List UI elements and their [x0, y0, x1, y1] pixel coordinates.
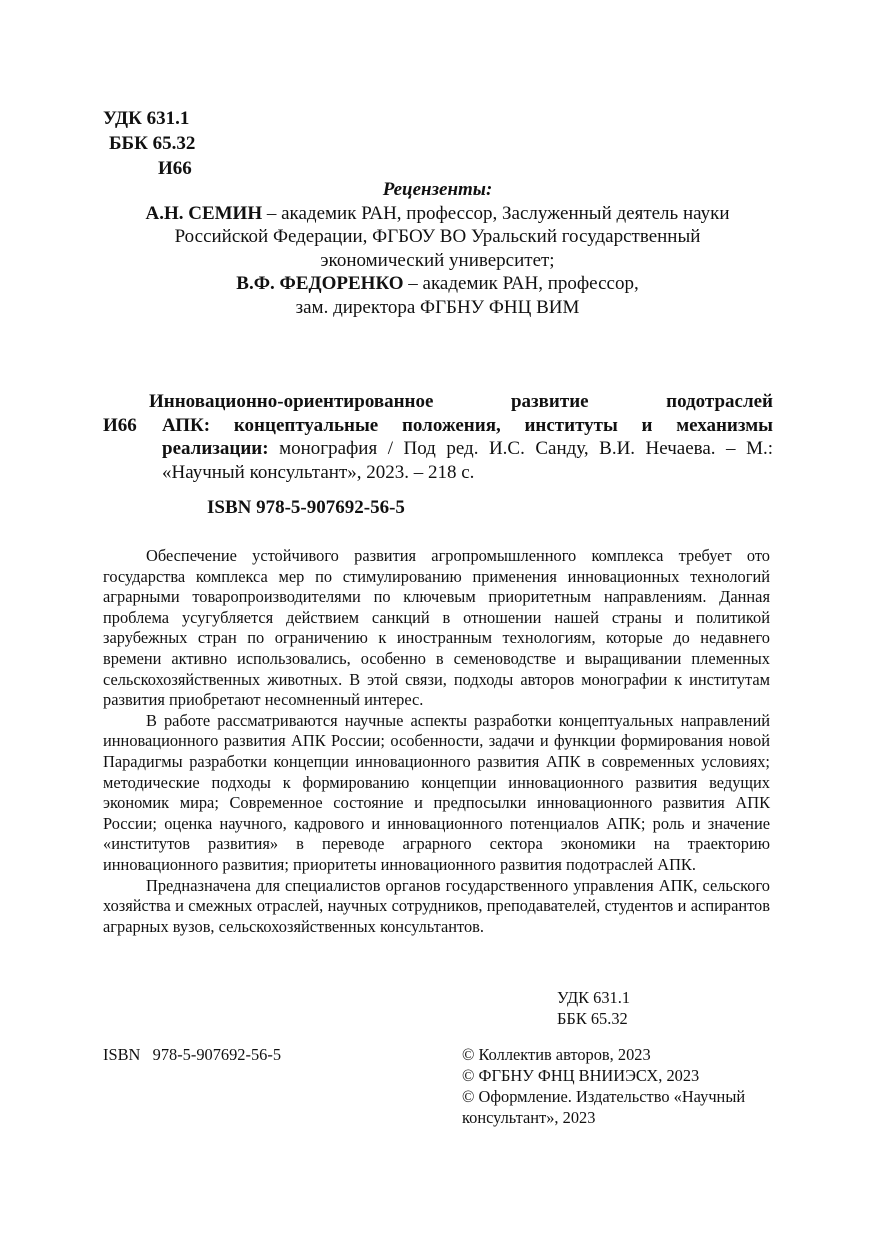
reviewer-1-affiliation-cont: экономический университет; — [320, 249, 555, 271]
footer-bbk: ББК 65.32 — [557, 1009, 628, 1028]
copyright-institute: © ФГБНУ ФНЦ ВНИИЭСХ, 2023 — [462, 1066, 700, 1085]
footer-isbn: ISBN 978-5-907692-56-5 — [103, 1045, 282, 1064]
reviewers-heading: Рецензенты: — [382, 179, 493, 200]
book-isbn: ISBN 978-5-907692-56-5 — [207, 497, 405, 518]
reviewers-block — [100, 178, 775, 319]
reviewer-1-title: – академик РАН, профессор, Заслуженный деятель науки — [262, 202, 730, 224]
udk-code: УДК 631.1 — [103, 108, 190, 129]
reviewer-1 — [100, 202, 775, 226]
book-imprint: монография / Под ред. И.С. Санду, В.И. Нечаева. – М.: «Научный консультант», 2023. – 218 с. — [162, 438, 773, 483]
reviewer-1-name: А.Н. СЕМИН — [145, 202, 263, 224]
bibliographic-index: И66 — [103, 414, 137, 436]
annotation — [103, 546, 770, 937]
copyright-block — [462, 1044, 774, 1128]
reviewer-2 — [100, 272, 775, 296]
bbk-code: ББК 65.32 — [109, 133, 196, 154]
footer-udk: УДК 631.1 — [557, 988, 631, 1007]
reviewer-2-affiliation: зам. директора ФГБНУ ФНЦ ВИМ — [295, 296, 580, 318]
bibliographic-record — [103, 390, 773, 520]
copyright-design: © Оформление. Издательство «Научный консультант», 2023 — [462, 1087, 746, 1127]
annotation-paragraph-3: Предназначена для специалистов органов государственного управления АПК, сельского хозяйства и смежных отраслей, научных сотрудников, преподавателей, студентов и аспирантов аграрных вузов, сельскохозяйственных консультантов. — [103, 875, 770, 936]
copyright-authors: © Коллектив авторов, 2023 — [462, 1045, 651, 1064]
classification-block — [103, 106, 195, 181]
author-mark: И66 — [158, 158, 192, 179]
reviewer-2-name: В.Ф. ФЕДОРЕНКО — [236, 273, 404, 294]
annotation-paragraph-1: Обеспечение устойчивого развития агропромышленного комплекса требует ото государства комплекса мер по стимулированию применения инновационных технологий аграрными товаропроизводителями по ключевым приоритетным направлениям. Данная проблема усугубляется действием санкций в отношении нашей страны и политикой зарубежных стран по ограничению к иностранным технологиям, которые до недавнего времени активно использовались, особенно в семеноводстве и выращивании племенных сельскохозяйственных животных. В этой связи, подходы авторов монографии к институтам развития приобретают несомненный интерес. — [103, 546, 770, 710]
footer-index-block — [557, 987, 630, 1029]
annotation-paragraph-2: В работе рассматриваются научные аспекты разработки концептуальных направлений инновационного развития АПК России; особенности, задачи и функции формирования новой Парадигмы разработки концепции инновационного развития АПК в современных условиях; методические подходы к формированию концепции инновационного развития ведущих экономик мира; Современное состояние и предпосылки инновационного развития АПК России; оценка научного, кадрового и инновационного потенциалов АПК; роль и значение «институтов развития» в переводе аграрного сектора экономики на траекторию инновационного развития; приоритеты инновационного развития подотраслей АПК. — [103, 710, 770, 874]
book-description — [162, 414, 773, 485]
reviewer-1-affiliation: Российской Федерации, ФГБОУ ВО Уральский государственный — [174, 226, 701, 247]
book-title-rest: АПК: концептуальные положения, институты и механизмы реализации: — [162, 414, 773, 459]
book-title-line1: Инновационно-ориентированное развитие подотраслей — [149, 391, 773, 412]
reviewer-2-title: – академик РАН, профессор, — [403, 273, 639, 294]
